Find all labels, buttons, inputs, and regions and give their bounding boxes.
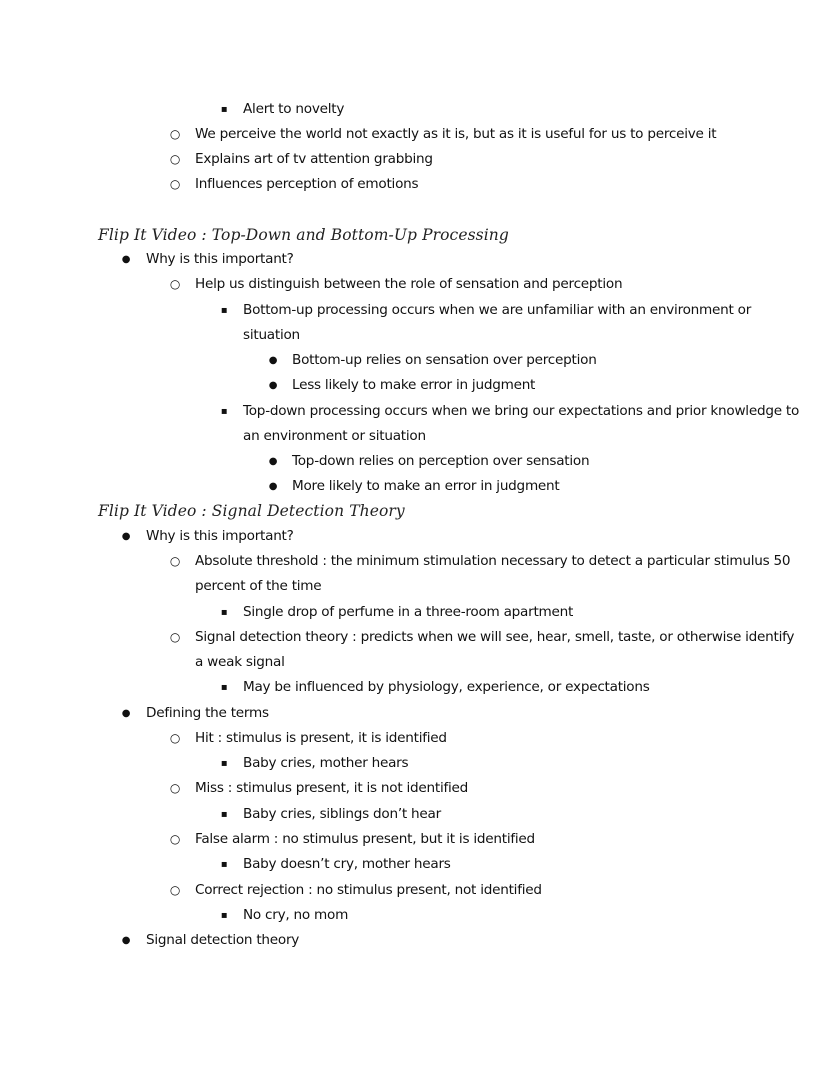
hollow-circle-bullet-icon: ○ xyxy=(169,554,181,568)
square-bullet-icon: ▪ xyxy=(220,859,228,870)
list-item-text: More likely to make an error in judgment xyxy=(292,478,560,494)
list-item-text: situation xyxy=(243,327,300,343)
section-heading: Flip It Video : Signal Detection Theory xyxy=(98,502,405,520)
list-item xyxy=(0,600,828,625)
square-bullet-icon: ▪ xyxy=(220,758,228,769)
list-item xyxy=(0,298,828,323)
list-item-text: Explains art of tv attention grabbing xyxy=(195,151,433,167)
list-item-continuation xyxy=(0,574,828,599)
square-bullet-icon: ▪ xyxy=(220,682,228,693)
list-item xyxy=(0,373,828,398)
list-item xyxy=(0,776,828,801)
list-item-text: No cry, no mom xyxy=(243,907,349,923)
filled-circle-bullet-icon: ● xyxy=(268,456,278,467)
hollow-circle-bullet-icon: ○ xyxy=(169,152,181,166)
list-item xyxy=(0,97,828,122)
filled-circle-bullet-icon: ● xyxy=(268,380,278,391)
list-item xyxy=(0,549,828,574)
list-item-text: Bottom-up relies on sensation over perception xyxy=(292,352,597,368)
square-bullet-icon: ▪ xyxy=(220,305,228,316)
hollow-circle-bullet-icon: ○ xyxy=(169,127,181,141)
hollow-circle-bullet-icon: ○ xyxy=(169,781,181,795)
hollow-circle-bullet-icon: ○ xyxy=(169,177,181,191)
list-item xyxy=(0,625,828,650)
list-item-text: Help us distinguish between the role of sensation and perception xyxy=(195,276,623,292)
square-bullet-icon: ▪ xyxy=(220,104,228,115)
list-item xyxy=(0,726,828,751)
list-item-text: Correct rejection : no stimulus present, not identified xyxy=(195,882,542,898)
square-bullet-icon: ▪ xyxy=(220,809,228,820)
list-item xyxy=(0,802,828,827)
hollow-circle-bullet-icon: ○ xyxy=(169,731,181,745)
list-item xyxy=(0,348,828,373)
list-item-text: Why is this important? xyxy=(146,251,294,267)
list-item-text: percent of the time xyxy=(195,578,322,594)
list-item-text: Bottom-up processing occurs when we are unfamiliar with an environment or xyxy=(243,302,752,318)
hollow-circle-bullet-icon: ○ xyxy=(169,883,181,897)
list-item xyxy=(0,675,828,700)
list-item-text: Influences perception of emotions xyxy=(195,176,419,192)
list-item xyxy=(0,399,828,424)
section-heading: Flip It Video : Top-Down and Bottom-Up Processing xyxy=(98,226,509,244)
list-item-text: an environment or situation xyxy=(243,428,426,444)
list-item xyxy=(0,474,828,499)
list-item xyxy=(0,701,828,726)
list-item xyxy=(0,449,828,474)
list-item-text: Defining the terms xyxy=(146,705,269,721)
list-item xyxy=(0,878,828,903)
filled-circle-bullet-icon: ● xyxy=(121,254,131,265)
filled-circle-bullet-icon: ● xyxy=(268,481,278,492)
filled-circle-bullet-icon: ● xyxy=(121,531,131,542)
hollow-circle-bullet-icon: ○ xyxy=(169,630,181,644)
list-item xyxy=(0,122,828,147)
list-item-text: a weak signal xyxy=(195,654,285,670)
list-item-text: Single drop of perfume in a three-room apartment xyxy=(243,604,574,620)
list-item-text: Hit : stimulus is present, it is identified xyxy=(195,730,447,746)
list-item-text: We perceive the world not exactly as it is, but as it is useful for us to perceive it xyxy=(195,126,717,142)
list-item-continuation xyxy=(0,424,828,449)
square-bullet-icon: ▪ xyxy=(220,406,228,417)
square-bullet-icon: ▪ xyxy=(220,607,228,618)
list-item xyxy=(0,147,828,172)
list-item-text: Signal detection theory : predicts when we will see, hear, smell, taste, or otherwise identify xyxy=(195,629,795,645)
list-item-text: Baby cries, siblings don’t hear xyxy=(243,806,441,822)
list-item xyxy=(0,903,828,928)
list-item-text: Miss : stimulus present, it is not identified xyxy=(195,780,469,796)
list-item xyxy=(0,247,828,272)
list-item-text: Less likely to make error in judgment xyxy=(292,377,536,393)
list-item-text: Top-down processing occurs when we bring our expectations and prior knowledge to xyxy=(243,403,800,419)
square-bullet-icon: ▪ xyxy=(220,910,228,921)
filled-circle-bullet-icon: ● xyxy=(268,355,278,366)
hollow-circle-bullet-icon: ○ xyxy=(169,277,181,291)
list-item xyxy=(0,852,828,877)
list-item-text: False alarm : no stimulus present, but it is identified xyxy=(195,831,535,847)
list-item-continuation xyxy=(0,323,828,348)
list-item xyxy=(0,827,828,852)
list-item-text: Absolute threshold : the minimum stimulation necessary to detect a particular stimulus 50 xyxy=(195,553,791,569)
hollow-circle-bullet-icon: ○ xyxy=(169,832,181,846)
list-item-text: Alert to novelty xyxy=(243,101,345,117)
list-item xyxy=(0,272,828,297)
list-item-continuation xyxy=(0,650,828,675)
list-item-text: Why is this important? xyxy=(146,528,294,544)
list-item xyxy=(0,524,828,549)
filled-circle-bullet-icon: ● xyxy=(121,935,131,946)
list-item-text: Top-down relies on perception over sensation xyxy=(292,453,590,469)
list-item xyxy=(0,172,828,197)
list-item-text: Baby doesn’t cry, mother hears xyxy=(243,856,451,872)
list-item-text: Signal detection theory xyxy=(146,932,300,948)
list-item-text: May be influenced by physiology, experience, or expectations xyxy=(243,679,650,695)
list-item xyxy=(0,928,828,953)
list-item xyxy=(0,751,828,776)
list-item-text: Baby cries, mother hears xyxy=(243,755,409,771)
filled-circle-bullet-icon: ● xyxy=(121,708,131,719)
